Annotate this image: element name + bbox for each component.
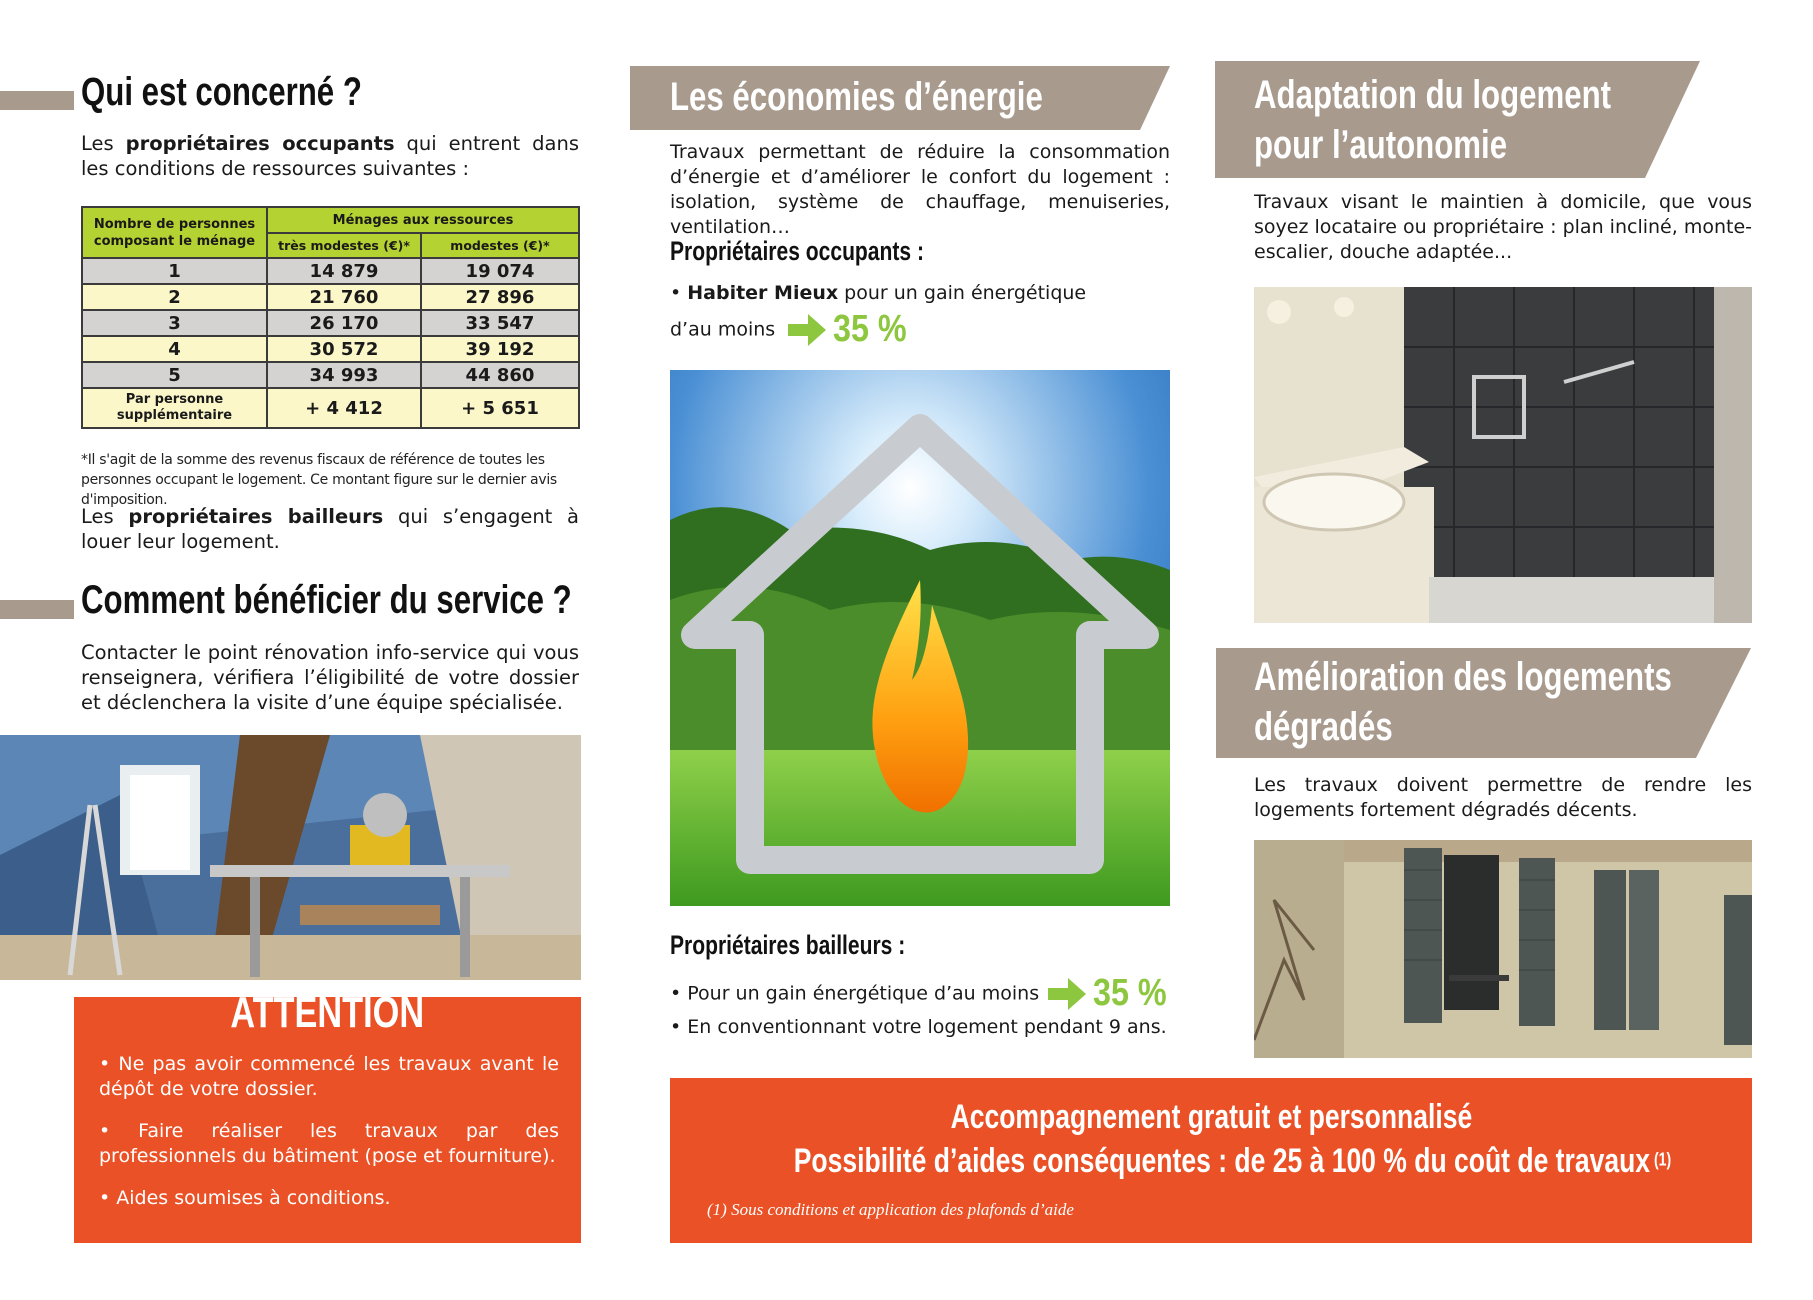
- attention-item: • Aides soumises à conditions.: [99, 1187, 391, 1209]
- table-header-mod: modestes (€)*: [421, 233, 579, 258]
- qui-title: Qui est concerné ?: [81, 70, 362, 114]
- comment-title: Comment bénéficier du service ?: [81, 578, 572, 622]
- comment-text: Contacter le point rénovation info-service qui vous renseignera, vérifiera l’éligibilité de votre dossier et déclenchera la visite d’une équipe spécialisée.: [81, 641, 579, 714]
- table-row: 4 30 572 39 192: [82, 336, 579, 362]
- adaptation-text: Travaux visant le maintien à domicile, que vous soyez locataire ou propriétaire : plan incliné, monte-escalier, douche adaptée...: [1254, 191, 1752, 263]
- occupants-percent: 35 %: [833, 308, 908, 350]
- bailleurs-title: Propriétaires bailleurs :: [670, 930, 906, 960]
- occupants-item: • Habiter Mieux pour un gain énergétique: [670, 282, 1087, 304]
- attention-list: [99, 1052, 559, 1228]
- occupants-title: Propriétaires occupants :: [670, 236, 924, 266]
- table-row: 1 14 879 19 074: [82, 258, 579, 284]
- attention-item: • Ne pas avoir commencé les travaux avant le dépôt de votre dossier.: [99, 1053, 559, 1100]
- table-row: 5 34 993 44 860: [82, 362, 579, 388]
- table-row: 3 26 170 33 547: [82, 310, 579, 336]
- section-marker-qui: [0, 91, 74, 110]
- amelioration-title-line1: Amélioration des logements: [1254, 655, 1672, 699]
- facade-photo: [1254, 840, 1752, 1058]
- bailleurs-item-1: • Pour un gain énergétique d’au moins 35 %: [670, 972, 1167, 1014]
- bathroom-photo: [1254, 287, 1752, 623]
- bailleurs-text: Les propriétaires bailleurs qui s’engagent à louer leur logement.: [81, 505, 579, 553]
- qui-intro: Les propriétaires occupants qui entrent dans les conditions de ressources suivantes :: [81, 132, 579, 180]
- adaptation-title-line2: pour l’autonomie: [1254, 123, 1508, 167]
- table-header-persons: Nombre de personnes composant le ménage: [82, 207, 267, 258]
- green-arrow-icon: [1048, 976, 1088, 1012]
- table-header-group: Ménages aux ressources: [267, 207, 579, 233]
- attic-renovation-photo: [0, 735, 581, 980]
- table-row-extra: Par personne supplémentaire + 4 412 + 5 651: [82, 388, 579, 428]
- occupants-item-line2: d’au moins 35 %: [670, 308, 908, 350]
- amelioration-title-line2: dégradés: [1254, 705, 1393, 749]
- table-header-tres: très modestes (€)*: [267, 233, 421, 258]
- economies-title: Les économies d’énergie: [670, 75, 1043, 119]
- attention-title: ATTENTION: [230, 991, 425, 1031]
- income-footnote: *Il s'agit de la somme des revenus fiscaux de référence de toutes les personnes occupant le logement. Ce montant figure sur le dernier avis d'imposition.: [81, 452, 557, 508]
- energy-house-image: [670, 370, 1170, 906]
- attention-item: • Faire réaliser les travaux par des professionnels du bâtiment (pose et fourniture).: [99, 1120, 559, 1167]
- income-table: [81, 206, 580, 429]
- attention-box: [74, 991, 581, 1243]
- bailleurs-item-2: • En conventionnant votre logement pendant 9 ans.: [670, 1016, 1167, 1038]
- accompagnement-line2: Possibilité d’aides conséquentes : de 25 à 100 % du coût de travaux $^{(1)}$: [793, 1142, 1672, 1180]
- green-arrow-icon: [788, 312, 828, 348]
- accompagnement-box: [670, 1078, 1752, 1243]
- accompagnement-line1: Accompagnement gratuit et personnalisé: [950, 1098, 1472, 1136]
- bailleurs-percent: 35 %: [1093, 972, 1167, 1014]
- table-row: 2 21 760 27 896: [82, 284, 579, 310]
- section-marker-comment: [0, 600, 74, 619]
- adaptation-title-line1: Adaptation du logement: [1254, 73, 1612, 117]
- amelioration-text: Les travaux doivent permettre de rendre les logements fortement dégradés décents.: [1254, 774, 1752, 821]
- economies-text: Travaux permettant de réduire la consommation d’énergie et d’améliorer le confort du logement : isolation, système de chauffage, menuiseries, ventilation…: [670, 141, 1170, 238]
- accompagnement-note: (1) Sous conditions et application des plafonds d’aide: [707, 1200, 1074, 1219]
